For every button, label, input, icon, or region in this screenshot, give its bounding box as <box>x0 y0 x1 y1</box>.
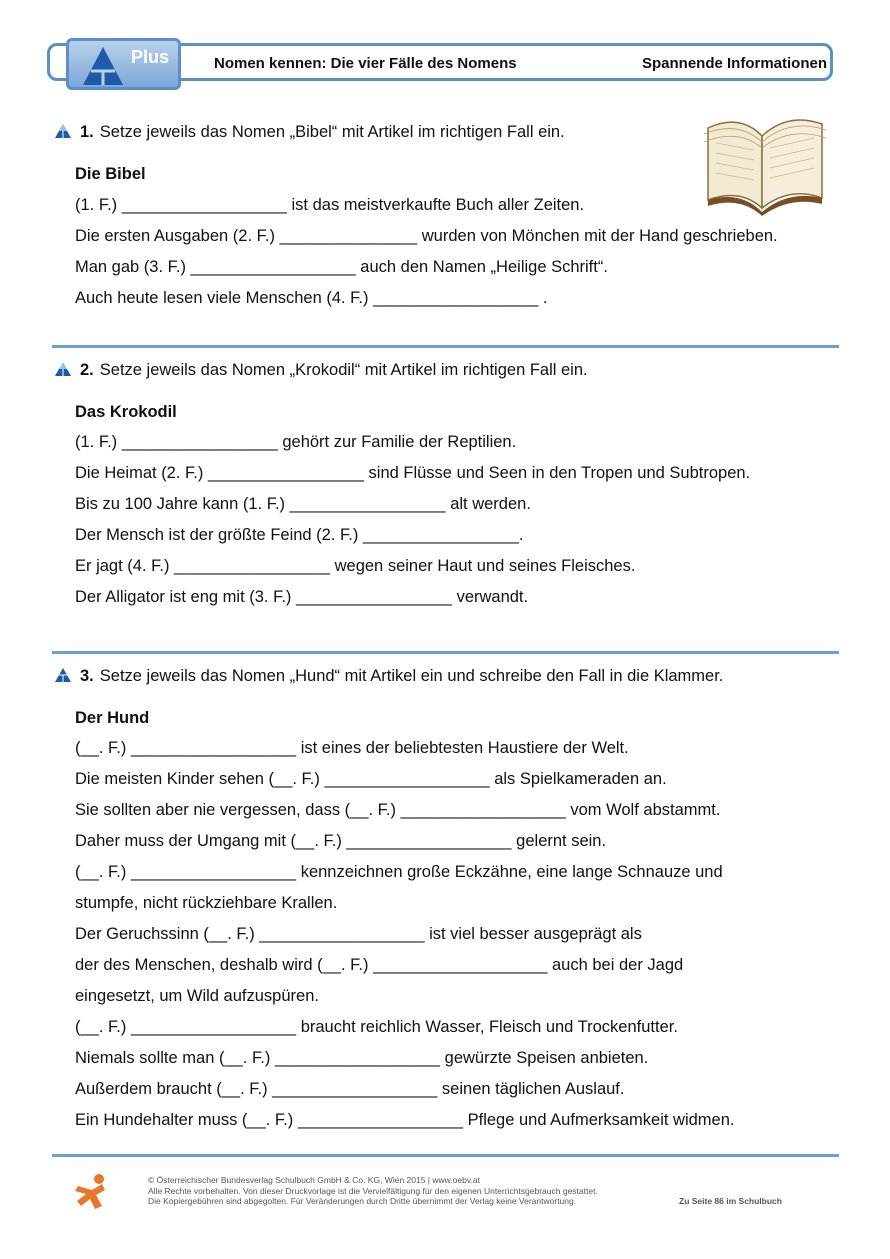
publisher-logo-icon <box>72 1172 112 1212</box>
task-instruction: Setze jeweils das Nomen „Krokodil“ mit Artikel im richtigen Fall ein. <box>99 361 588 379</box>
task-3-line: (__. F.) __________________ braucht reichlich Wasser, Fleisch und Trockenfutter. <box>75 1018 678 1036</box>
task-3-line: Außerdem braucht (__. F.) __________________ seinen täglichen Auslauf. <box>75 1080 625 1098</box>
task-number: 2. <box>80 361 94 379</box>
task-2-line: Die Heimat (2. F.) _________________ sind Flüsse und Seen in den Tropen und Subtropen. <box>75 464 751 482</box>
task-1-line: Man gab (3. F.) __________________ auch den Namen „Heilige Schrift“. <box>75 258 608 276</box>
footer-page-reference: Zu Seite 86 im Schulbuch <box>679 1196 782 1206</box>
footer-rights: Alle Rechte vorbehalten. Von dieser Druckvorlage ist die Vervielfältigung für den eigenen Unterrichtsgebrauch gestattet. <box>148 1185 598 1196</box>
task-3-line: eingesetzt, um Wild aufzuspüren. <box>75 987 319 1005</box>
pyramid-level-icon <box>54 123 72 139</box>
task-3-line: der des Menschen, deshalb wird (__. F.) ___________________ auch bei der Jagd <box>75 956 684 974</box>
logo-text: Plus <box>131 47 170 67</box>
task-instruction: Setze jeweils das Nomen „Hund“ mit Artikel ein und schreibe den Fall in die Klammer. <box>99 667 724 685</box>
task-3-heading <box>54 667 723 686</box>
task-3-line: Die meisten Kinder sehen (__. F.) __________________ als Spielkameraden an. <box>75 770 667 788</box>
task-3-line: Der Geruchssinn (__. F.) __________________ ist viel besser ausgeprägt als <box>75 925 642 943</box>
task-3-subtitle: Der Hund <box>75 709 150 727</box>
task-2-subtitle: Das Krokodil <box>75 403 177 421</box>
task-2-line: Er jagt (4. F.) _________________ wegen seiner Haut und seines Fleisches. <box>75 557 636 575</box>
page-title: Nomen kennen: Die vier Fälle des Nomens <box>214 55 517 72</box>
task-3-line: (__. F.) __________________ kennzeichnen große Eckzähne, eine lange Schnauze und <box>75 863 723 881</box>
task-1-heading <box>54 123 565 142</box>
page-category: Spannende Informationen <box>641 55 827 72</box>
pyramid-level-icon <box>54 361 72 377</box>
task-2-line: Der Mensch ist der größte Feind (2. F.) _________________. <box>75 526 524 544</box>
task-2-line: Bis zu 100 Jahre kann (1. F.) _________________ alt werden. <box>75 495 531 513</box>
footer-legal <box>148 1175 598 1207</box>
task-3-line: (__. F.) __________________ ist eines der beliebtesten Haustiere der Welt. <box>75 739 629 757</box>
task-3-line: Daher muss der Umgang mit (__. F.) __________________ gelernt sein. <box>75 832 607 850</box>
task-number: 1. <box>80 123 94 141</box>
open-book-icon <box>700 108 830 218</box>
plus-logo <box>66 38 181 90</box>
task-3-line: Sie sollten aber nie vergessen, dass (__. F.) __________________ vom Wolf abstammt. <box>75 801 721 819</box>
divider <box>52 651 839 654</box>
task-instruction: Setze jeweils das Nomen „Bibel“ mit Artikel im richtigen Fall ein. <box>99 123 565 141</box>
task-1-line: Auch heute lesen viele Menschen (4. F.) __________________ . <box>75 289 548 307</box>
footer-copyright: © Österreichischer Bundesverlag Schulbuch GmbH & Co. KG, Wien 2015 | www.oebv.at <box>148 1175 480 1185</box>
task-3-line: Niemals sollte man (__. F.) __________________ gewürzte Speisen anbieten. <box>75 1049 649 1067</box>
divider <box>52 345 839 348</box>
task-3-line: Ein Hundehalter muss (__. F.) __________________ Pflege und Aufmerksamkeit widmen. <box>75 1111 735 1129</box>
task-1-line: (1. F.) __________________ ist das meistverkaufte Buch aller Zeiten. <box>75 196 585 214</box>
task-1-subtitle: Die Bibel <box>75 165 146 183</box>
pyramid-level-icon <box>54 667 72 683</box>
task-number: 3. <box>80 667 94 685</box>
task-1-line: Die ersten Ausgaben (2. F.) _______________ wurden von Mönchen mit der Hand geschrieben. <box>75 227 778 245</box>
footer-divider <box>52 1154 839 1157</box>
footer-fees: Die Kopiergebühren sind abgegolten. Für Veränderungen durch Dritte übernimmt der Verlag keine Verantwortung. <box>148 1196 577 1206</box>
task-3-line: stumpfe, nicht rückziehbare Krallen. <box>75 894 338 912</box>
task-2-line: (1. F.) _________________ gehört zur Familie der Reptilien. <box>75 433 517 451</box>
task-2-heading <box>54 361 588 380</box>
task-2-line: Der Alligator ist eng mit (3. F.) _________________ verwandt. <box>75 588 529 606</box>
